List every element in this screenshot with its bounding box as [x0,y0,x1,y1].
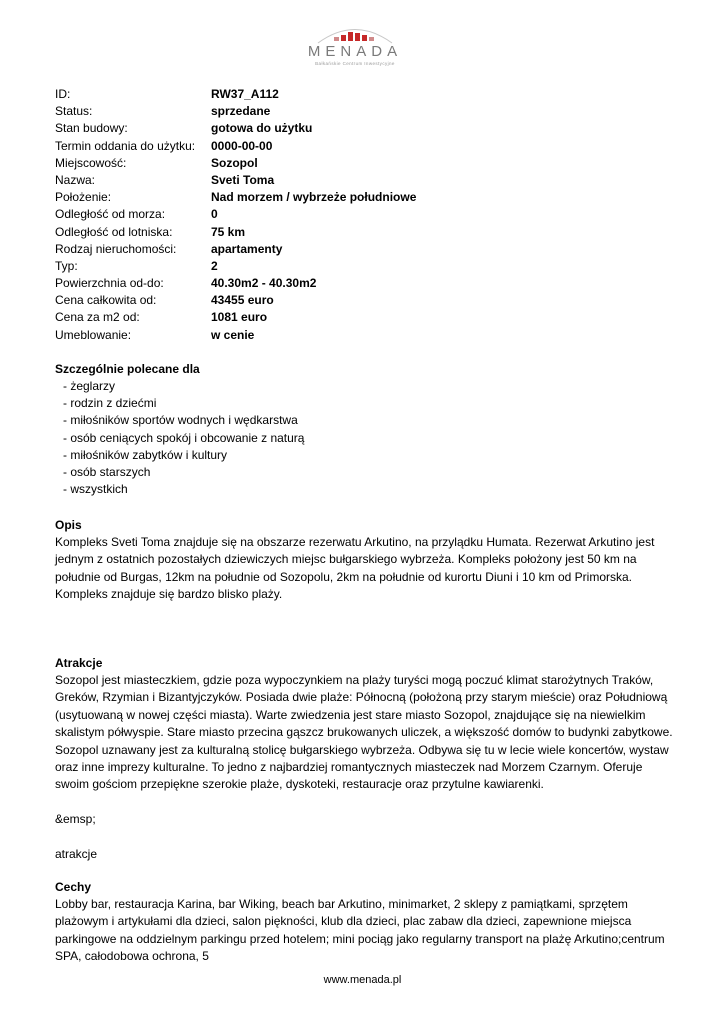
property-label: Miejscowość: [55,155,127,170]
recommended-heading: Szczególnie polecane dla [55,362,200,376]
property-label: Rodzaj nieruchomości: [55,241,177,256]
property-row [55,224,416,241]
building-blocks-icon [290,22,420,44]
property-label: Odległość od lotniska: [55,224,173,239]
logo-brand: MENADA [307,43,403,60]
property-value: w cenie [211,327,255,342]
property-row [55,258,416,275]
property-row [55,103,416,120]
property-row [55,189,416,206]
atrakcje-text: Sozopol jest miasteczkiem, gdzie poza wypoczynkiem na plaży turyści mogą poczuć klimat starożytnych Traków, Greków, Rzymian i Bizantyjczyków. Posiada dwie plaże: Północną (położoną przy starym mieście) oraz Południową (usytuowaną w nowej części miasta). Warte zwiedzenia jest stare miasto Sozopol, znajdujące się na niewielkim skalistym półwyspie. Stare miasto przecina gąszcz brukowanych uliczek, a większość domów to budynki zabytkowe. Sozopol uznawany jest za kulturalną stolicę bułgarskiego wybrzeża. Odbywa się tu w lecie wiele koncertów, wystaw oraz inne imprezy kulturalne. To jedno z najbardziej romantycznych miasteczek nad Morzem Czarnym. Oferuje swoim gościom przepiękne szerokie plaże, dyskoteki, restauracje oraz przytulne kawiarenki. [55,673,673,792]
atrakcje-extra-text: atrakcje [55,847,98,861]
property-value: 0 [211,207,218,222]
property-row [55,86,416,103]
property-value: RW37_A112 [211,87,279,101]
property-row [55,327,416,344]
property-value: 1081 euro [211,310,268,325]
property-value: Sveti Toma [211,172,275,187]
atrakcje-entity-text: &emsp; [55,812,96,826]
recommended-item: - miłośników sportów wodnych i wędkarstwa [63,413,298,428]
recommended-item: - miłośników zabytków i kultury [63,447,228,462]
property-row [55,172,416,189]
property-label: Odległość od morza: [55,207,166,222]
property-row [55,206,416,223]
property-value: 0000-00-00 [211,138,273,153]
property-value: 2 [211,258,218,273]
property-row [55,138,416,155]
opis-text: Kompleks Sveti Toma znajduje się na obszarze rezerwatu Arkutino, na przylądku Humata. Rezerwat Arkutino jest jednym z ostatnich pozostałych dziewiczych miejsc bułgarskiego wybrzeża. Kompleks położony jest 50 km na południe od Burgas, 12km na południe od Sozopolu, 2km na południe od kurortu Diuni i 10 km od Primorska. Kompleks znajduje się bardzo blisko plaży. [55,535,655,602]
recommended-item: - osób ceniących spokój i obcowanie z naturą [63,430,305,445]
property-label: Umeblowanie: [55,327,132,342]
property-row [55,120,416,137]
property-value: apartamenty [211,241,283,256]
recommended-list [55,378,304,498]
property-label: Nazwa: [55,172,96,187]
property-label: Status: [55,104,93,119]
property-value: 43455 euro [211,293,274,308]
property-value: 75 km [211,224,246,239]
property-label: Termin oddania do użytku: [55,138,196,153]
recommended-item: - wszystkich [63,482,128,497]
recommended-item: - żeglarzy [63,379,116,393]
property-value: Sozopol [211,155,258,170]
property-label: Położenie: [55,190,112,205]
property-label: Cena za m2 od: [55,310,140,325]
logo-tagline: Bałkańskie Centrum Inwestycyjne [315,61,395,66]
property-details [55,86,416,344]
property-row [55,292,416,309]
property-row [55,155,416,172]
property-label: Powierzchnia od-do: [55,276,164,291]
property-row [55,241,416,258]
property-row [55,275,416,292]
property-value: sprzedane [211,104,271,119]
recommended-item: - rodzin z dziećmi [63,396,157,411]
property-label: Stan budowy: [55,121,128,136]
footer-url[interactable]: www.menada.pl [323,974,402,986]
menada-logo [290,22,420,72]
property-label: ID: [55,87,71,101]
property-label: Cena całkowita od: [55,293,157,308]
property-value: Nad morzem / wybrzeże południowe [211,190,417,205]
property-row [55,309,416,326]
cechy-text: Lobby bar, restauracja Karina, bar Wiking, beach bar Arkutino, minimarket, 2 sklepy z pamiątkami, sprzętem plażowym i artykułami dla dzieci, salon piękności, klub dla dzieci, plac zabaw dla dzieci, zapewnione miejsca parkingowe na oddzielnym parkingu przed hotelem; mini pociąg jako regularny transport na plażę Arkutino;centrum SPA, całodobowa ochrona, 5 [55,897,665,964]
recommended-item: - osób starszych [63,464,151,479]
cechy-heading: Cechy [55,880,92,894]
property-value: 40.30m2 - 40.30m2 [211,276,317,291]
property-value: gotowa do użytku [211,121,313,136]
atrakcje-heading: Atrakcje [55,656,103,670]
opis-heading: Opis [55,518,82,532]
property-label: Typ: [55,258,78,273]
